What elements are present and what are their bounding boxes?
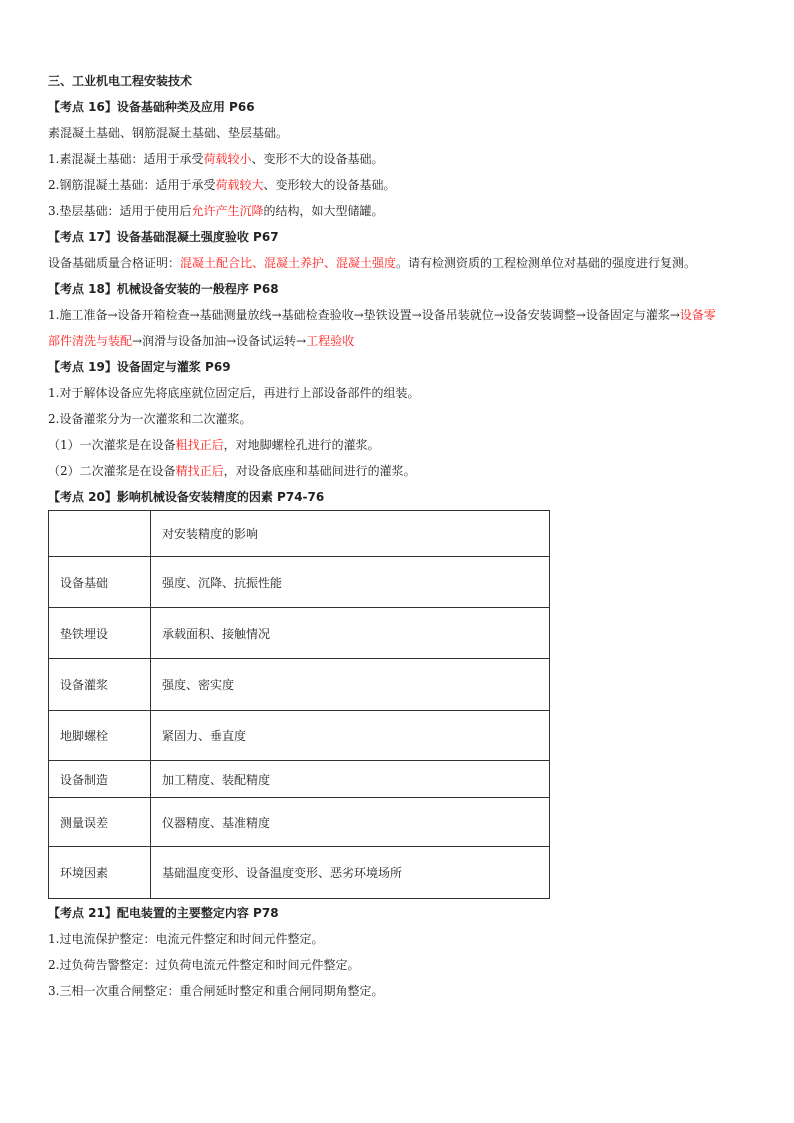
text-segment: 【考点 17】设备基础混凝土强度验收 P67: [48, 230, 279, 244]
text-segment: 、变形较大的设备基础。: [263, 178, 396, 192]
text-segment: 的结构，如大型储罐。: [263, 204, 384, 218]
factor-cell: 设备基础: [49, 557, 151, 608]
table-header-row: [49, 511, 550, 557]
table-row: [49, 608, 550, 659]
text-segment: 【考点 19】设备固定与灌浆 P69: [48, 360, 231, 374]
highlighted-text: 精找正后: [175, 464, 224, 478]
paragraph-line: [48, 302, 716, 328]
impact-cell: 强度、密实度: [151, 659, 550, 711]
paragraph-line: [48, 432, 380, 458]
impact-cell: 对安装精度的影响: [151, 511, 550, 557]
factor-cell: 地脚螺栓: [49, 711, 151, 761]
impact-cell: 承载面积、接触情况: [151, 608, 550, 659]
text-segment: →润滑与设备加油→设备试运转→: [132, 334, 307, 348]
text-segment: 三、工业机电工程安装技术: [48, 74, 193, 88]
paragraph-line: [48, 250, 696, 276]
factor-cell: 环境因素: [49, 847, 151, 899]
text-segment: 【考点 18】机械设备安装的一般程序 P68: [48, 282, 279, 296]
text-segment: ，对设备底座和基础间进行的灌浆。: [223, 464, 416, 478]
highlighted-text: 部件清洗与装配: [48, 334, 133, 348]
impact-cell: 加工精度、装配精度: [151, 761, 550, 798]
highlighted-text: 粗找正后: [175, 438, 224, 452]
table-row: [49, 761, 550, 798]
section-heading: [48, 354, 231, 380]
text-segment: 设备基础质量合格证明：: [48, 256, 181, 270]
section-heading: [48, 68, 192, 94]
table-row: [49, 711, 550, 761]
paragraph-line: [48, 406, 251, 432]
text-segment: 1.施工准备→设备开箱检查→基础测量放线→基础检查验收→垫铁设置→设备吊装就位→设备安装调整→设备固定与灌浆→: [48, 308, 680, 322]
factor-cell: 测量误差: [49, 798, 151, 847]
factor-cell: 设备制造: [49, 761, 151, 798]
text-segment: 2.设备灌浆分为一次灌浆和二次灌浆。: [48, 412, 252, 426]
table-row: [49, 847, 550, 899]
paragraph-line: [48, 458, 416, 484]
text-segment: 1.对于解体设备应先将底座就位固定后，再进行上部设备部件的组装。: [48, 386, 420, 400]
text-segment: 3.垫层基础：适用于使用后: [48, 204, 192, 218]
text-segment: 【考点 20】影响机械设备安装精度的因素 P74-76: [48, 490, 325, 504]
highlighted-text: 荷载较小: [203, 152, 252, 166]
section-heading: [48, 276, 279, 302]
highlighted-text: 工程验收: [306, 334, 355, 348]
section-heading: [48, 900, 279, 926]
factor-cell: 设备灌浆: [49, 659, 151, 711]
highlighted-text: 荷载较大: [215, 178, 264, 192]
highlighted-text: 设备零: [679, 308, 716, 322]
paragraph-line: [48, 952, 359, 978]
text-segment: 2.钢筋混凝土基础：适用于承受: [48, 178, 216, 192]
text-segment: 2.过负荷告警整定：过负荷电流元件整定和时间元件整定。: [48, 958, 360, 972]
section-heading: [48, 94, 255, 120]
text-segment: 【考点 16】设备基础种类及应用 P66: [48, 100, 255, 114]
impact-cell: 强度、沉降、抗振性能: [151, 557, 550, 608]
paragraph-line: [48, 328, 354, 354]
text-segment: 。请有检测资质的工程检测单位对基础的强度进行复测。: [396, 256, 697, 270]
factor-cell: [49, 511, 151, 557]
table-row: [49, 798, 550, 847]
paragraph-line: [48, 978, 383, 1004]
text-segment: 、变形不大的设备基础。: [251, 152, 384, 166]
highlighted-text: 混凝土配合比、混凝土养护、混凝土强度: [180, 256, 397, 270]
impact-cell: 基础温度变形、设备温度变形、恶劣环境场所: [151, 847, 550, 899]
precision-factors-table: [48, 510, 550, 899]
section-heading: [48, 484, 324, 510]
text-segment: 1.素混凝土基础：适用于承受: [48, 152, 204, 166]
section-heading: [48, 224, 279, 250]
impact-cell: 仪器精度、基准精度: [151, 798, 550, 847]
text-segment: （1）一次灌浆是在设备: [48, 438, 176, 452]
text-segment: ，对地脚螺栓孔进行的灌浆。: [223, 438, 380, 452]
text-segment: （2）二次灌浆是在设备: [48, 464, 176, 478]
table-row: [49, 659, 550, 711]
table-row: [49, 557, 550, 608]
factor-cell: 垫铁埋设: [49, 608, 151, 659]
text-segment: 素混凝土基础、钢筋混凝土基础、垫层基础。: [48, 126, 289, 140]
paragraph-line: [48, 172, 395, 198]
paragraph-line: [48, 926, 323, 952]
paragraph-line: [48, 380, 419, 406]
highlighted-text: 允许产生沉降: [191, 204, 264, 218]
text-segment: 3.三相一次重合闸整定：重合闸延时整定和重合闸同期角整定。: [48, 984, 384, 998]
text-segment: 1.过电流保护整定：电流元件整定和时间元件整定。: [48, 932, 324, 946]
text-segment: 【考点 21】配电装置的主要整定内容 P78: [48, 906, 279, 920]
impact-cell: 紧固力、垂直度: [151, 711, 550, 761]
paragraph-line: [48, 146, 383, 172]
paragraph-line: [48, 198, 383, 224]
paragraph-line: [48, 120, 288, 146]
